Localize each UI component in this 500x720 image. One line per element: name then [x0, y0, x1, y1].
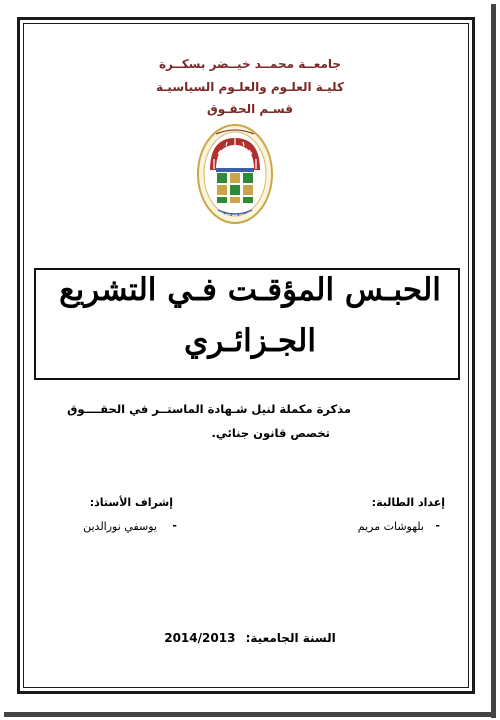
supervisor-label: إشراف الأستاذ:: [89, 496, 173, 509]
university-name: جامعــة محمــد خيــضر بسكــرة: [158, 57, 342, 71]
academic-year-value: 2014/2013: [164, 631, 236, 645]
page-shadow-bottom: [4, 712, 496, 717]
university-logo-icon: [196, 124, 274, 226]
student-name: بلهوشات مريم: [357, 520, 424, 533]
memo-description: مذكرة مكملة لنيل شـهادة الماستــر في الحقــــوق: [67, 402, 351, 416]
thesis-title-line-2: الجـزائـري: [184, 323, 316, 359]
specialty: تخصص قانون جنائي.: [211, 426, 330, 440]
supervisor-name: يوسفي نورالدين: [83, 520, 157, 533]
department-name: قسـم الحقـوق: [206, 102, 293, 116]
faculty-name: كليـة العلـوم والعلـوم السياسيـة: [156, 80, 344, 94]
student-label: إعداد الطالبة:: [371, 496, 445, 509]
supervisor-dash: -: [172, 519, 177, 532]
thesis-title-line-1: الحبـس المؤقـت فـي التشريع: [59, 272, 441, 308]
student-dash: -: [435, 519, 440, 532]
academic-year: [0, 631, 500, 645]
academic-year-label: السنة الجامعية:: [245, 631, 336, 645]
